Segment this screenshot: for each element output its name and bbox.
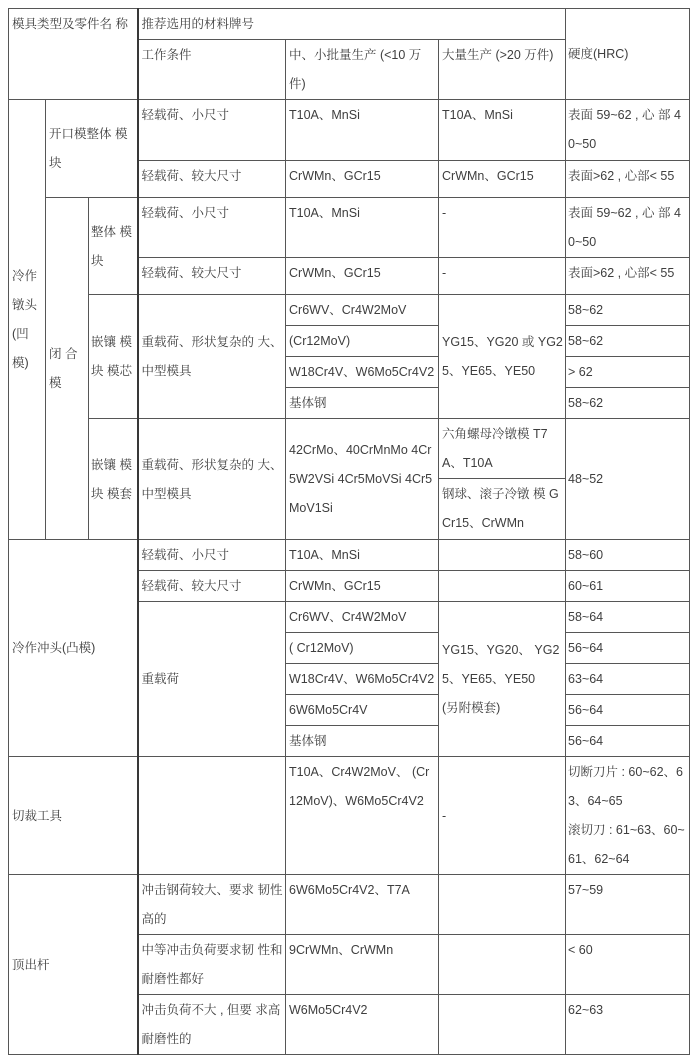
working-condition: 冲击钢荷较大、要求 韧性高的 [138, 875, 286, 935]
section-cutting-tools: 切裁工具 [9, 757, 138, 875]
small-batch-materials: 6W6Mo5Cr4V [286, 695, 439, 726]
small-batch-materials: CrWMn、GCr15 [286, 571, 439, 602]
header-working-condition: 工作条件 [138, 40, 286, 100]
small-batch-materials: Cr6WV、Cr4W2MoV [286, 295, 439, 326]
small-batch-materials: W18Cr4V、W6Mo5Cr4V2 [286, 664, 439, 695]
small-batch-materials: T10A、Cr4W2MoV、 (Cr12MoV)、W6Mo5Cr4V2 [286, 757, 439, 875]
working-condition: 重载荷 [138, 602, 286, 757]
small-batch-materials: W18Cr4V、W6Mo5Cr4V2 [286, 357, 439, 388]
working-condition: 轻载荷、较大尺寸 [138, 161, 286, 198]
working-condition: 轻载荷、小尺寸 [138, 540, 286, 571]
mass-production-materials: CrWMn、GCr15 [439, 161, 566, 198]
small-batch-materials: 基体钢 [286, 726, 439, 757]
hardness-value: 63~64 [566, 664, 690, 695]
hardness-line: 切断刀片 : 60~62、63、64~65 [568, 765, 683, 808]
small-batch-materials: 基体钢 [286, 388, 439, 419]
hardness-line: 滚切刀 : 61~63、60~61、62~64 [568, 823, 685, 866]
hardness-value: > 62 [566, 357, 690, 388]
mass-production-materials: - [439, 757, 566, 875]
mass-production-materials: T10A、MnSi [439, 100, 566, 161]
hardness-value: 48~52 [566, 419, 690, 540]
group-closed-die: 闭 合 模 [46, 198, 89, 540]
empty-cell [439, 540, 566, 571]
hardness-value: 56~64 [566, 633, 690, 664]
small-batch-materials: T10A、MnSi [286, 540, 439, 571]
header-hardness: 硬度(HRC) [566, 9, 690, 100]
hardness-value: < 60 [566, 935, 690, 995]
small-batch-materials: 6W6Mo5Cr4V2、T7A [286, 875, 439, 935]
section-cold-heading-die: 冷作 镦头 (凹 模) [9, 100, 46, 540]
mass-production-materials: YG15、YG20 或 YG25、YE65、YE50 [439, 295, 566, 419]
hardness-value: 56~64 [566, 726, 690, 757]
empty-cell [439, 995, 566, 1055]
working-condition: 中等冲击负荷要求韧 性和耐磨性都好 [138, 935, 286, 995]
group-open-die: 开口模整体 模块 [46, 100, 138, 198]
section-cold-punch: 冷作冲头(凸模) [9, 540, 138, 757]
header-small-batch: 中、小批量生产 (<10 万件) [286, 40, 439, 100]
hardness-value: 表面 59~62 , 心 部 40~50 [566, 198, 690, 258]
group-insert-sleeve: 嵌镶 模块 模套 [89, 419, 138, 540]
header-materials-group: 推荐选用的材料牌号 [138, 9, 566, 40]
small-batch-materials: ( Cr12MoV) [286, 633, 439, 664]
small-batch-materials: CrWMn、GCr15 [286, 161, 439, 198]
header-mass-production: 大量生产 (>20 万件) [439, 40, 566, 100]
small-batch-materials: T10A、MnSi [286, 198, 439, 258]
hardness-value: 58~62 [566, 326, 690, 357]
empty-cell [439, 935, 566, 995]
mass-production-materials: 六角螺母冷镦模 T7A、T10A [439, 419, 566, 479]
small-batch-materials: T10A、MnSi [286, 100, 439, 161]
hardness-value: 58~64 [566, 602, 690, 633]
section-ejector-rod: 顶出杆 [9, 875, 138, 1055]
working-condition: 轻载荷、较大尺寸 [138, 258, 286, 295]
small-batch-materials: 42CrMo、40CrMnMo 4Cr5W2VSi 4Cr5MoVSi 4Cr5MoV1Si [286, 419, 439, 540]
empty-cell [138, 757, 286, 875]
working-condition: 轻载荷、小尺寸 [138, 100, 286, 161]
hardness-value: 表面>62 , 心部< 55 [566, 258, 690, 295]
small-batch-materials: 9CrWMn、CrWMn [286, 935, 439, 995]
hardness-value: 60~61 [566, 571, 690, 602]
empty-cell [439, 875, 566, 935]
empty-cell [439, 571, 566, 602]
group-solid-block: 整体 模块 [89, 198, 138, 295]
mass-production-line: YG15、YG20、 YG25、YE65、YE50 [442, 643, 560, 686]
header-die-type: 模具类型及零件名 称 [9, 9, 138, 100]
small-batch-materials: Cr6WV、Cr4W2MoV [286, 602, 439, 633]
hardness-value: 62~63 [566, 995, 690, 1055]
hardness-value: 表面>62 , 心部< 55 [566, 161, 690, 198]
hardness-value: 57~59 [566, 875, 690, 935]
mass-production-materials: - [439, 258, 566, 295]
small-batch-materials: W6Mo5Cr4V2 [286, 995, 439, 1055]
material-selection-table [8, 8, 690, 1055]
hardness-value: 58~60 [566, 540, 690, 571]
hardness-value: 56~64 [566, 695, 690, 726]
mass-production-materials: - [439, 198, 566, 258]
mass-production-materials: 钢球、滚子冷镦 模 GCr15、CrWMn [439, 479, 566, 540]
hardness-value: 58~62 [566, 388, 690, 419]
hardness-value [566, 757, 690, 875]
working-condition: 冲击负荷不大 , 但要 求高耐磨性的 [138, 995, 286, 1055]
group-insert-core: 嵌镶 模块 模芯 [89, 295, 138, 419]
hardness-value: 58~62 [566, 295, 690, 326]
working-condition: 重载荷、形状复杂的 大、中型模具 [138, 295, 286, 419]
working-condition: 轻载荷、较大尺寸 [138, 571, 286, 602]
mass-production-materials [439, 602, 566, 757]
small-batch-materials: (Cr12MoV) [286, 326, 439, 357]
working-condition: 轻载荷、小尺寸 [138, 198, 286, 258]
mass-production-line: (另附模套) [442, 701, 501, 715]
working-condition: 重载荷、形状复杂的 大、中型模具 [138, 419, 286, 540]
small-batch-materials: CrWMn、GCr15 [286, 258, 439, 295]
hardness-value: 表面 59~62 , 心 部 40~50 [566, 100, 690, 161]
